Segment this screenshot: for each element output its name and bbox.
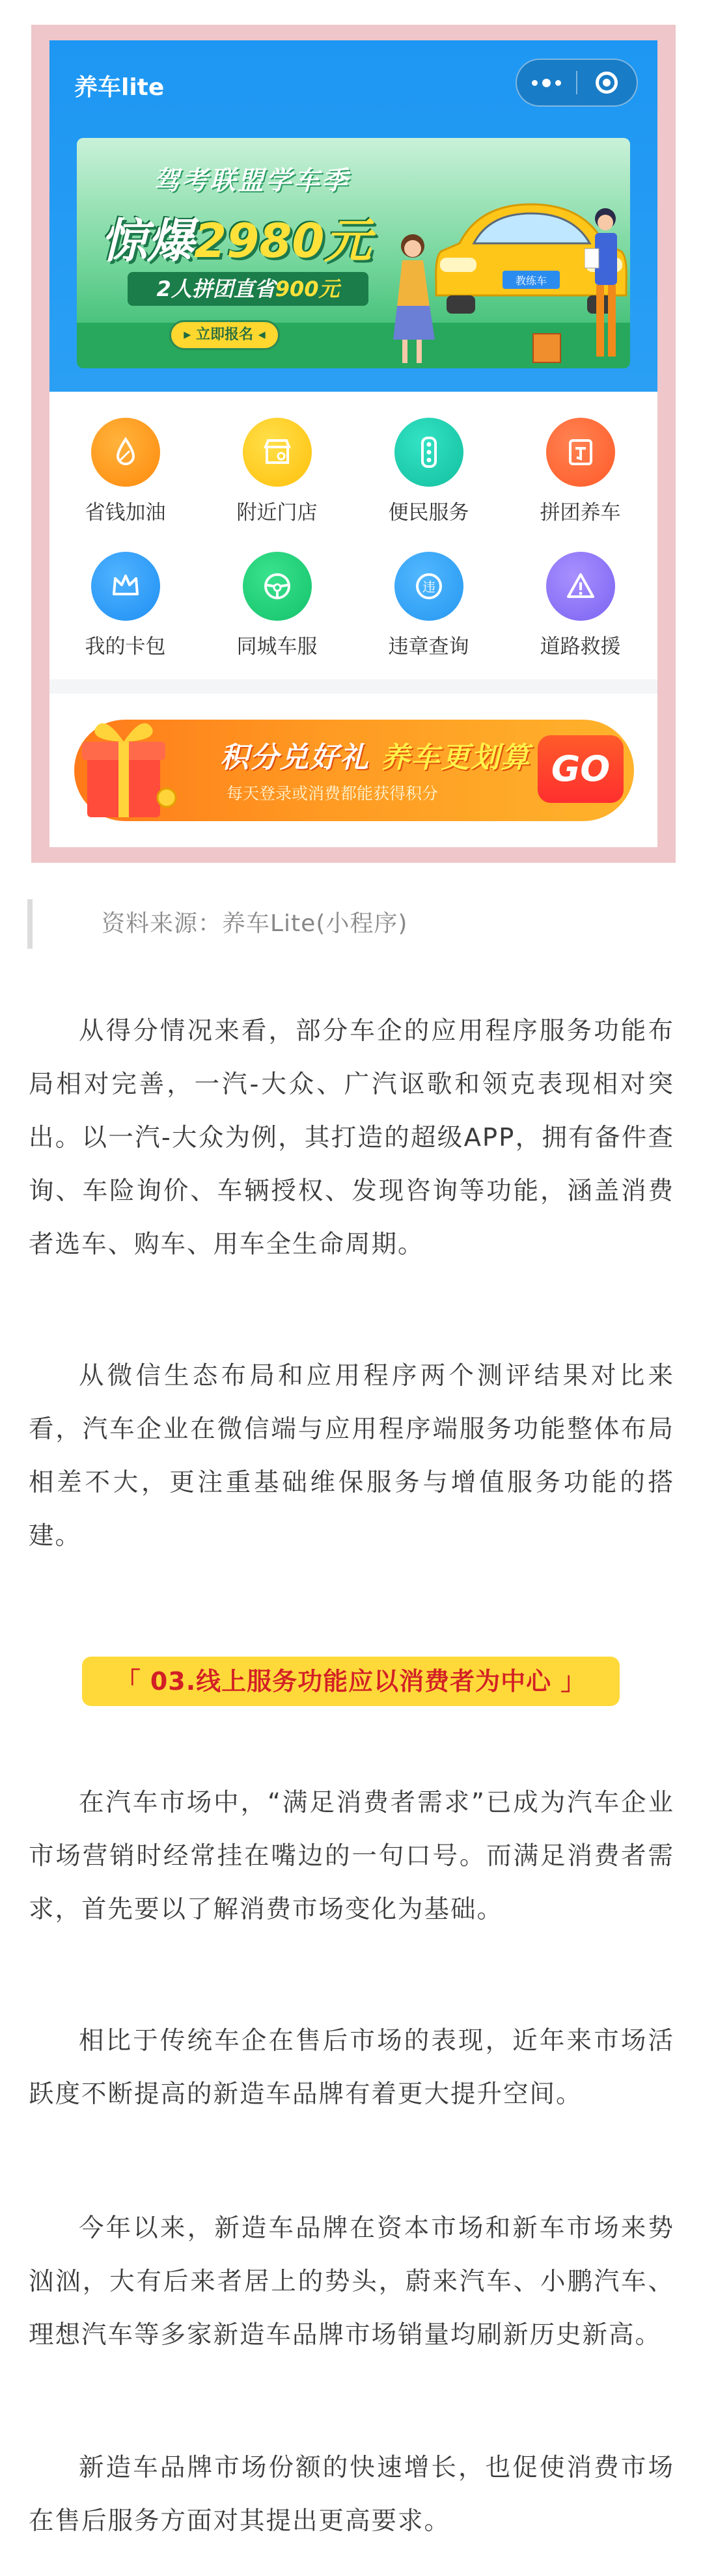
- banner-discount-prefix: 2人拼团直省: [156, 277, 275, 301]
- article-paragraph-1: 从得分情况来看，部分车企的应用程序服务功能布局相对完善，一汽-大众、广汽讴歌和领克表现相对突出。以一汽-大众为例，其打造的超级APP，拥有备件查询、车险询价、车辆授权、发现咨询等功能，涵盖消费者选车、购车、用车全生命周期。: [29, 1016, 674, 1259]
- points-promo-banner[interactable]: [74, 720, 634, 821]
- grid-item-road-rescue[interactable]: [504, 545, 656, 675]
- banner-discount-amount: 900元: [275, 277, 340, 301]
- article-paragraph-5: 今年以来，新造车品牌在资本市场和新车市场来势汹汹，大有后来者居上的势头，蔚来汽车、小鹏汽车、理想汽车等多家新造车品牌市场销量均刷新历史新高。: [29, 2214, 674, 2350]
- grid-item-label: 违章查询: [388, 635, 469, 658]
- grid-item-fuel[interactable]: [49, 411, 201, 541]
- banner-price-amount: 2980元: [194, 213, 372, 268]
- grid-item-label: 附近门店: [236, 501, 318, 524]
- banner-group-discount: [128, 272, 368, 306]
- mini-program-screen: [49, 40, 657, 847]
- grid-item-label: 同城车服: [236, 635, 318, 658]
- app-title: 养车lite: [74, 74, 165, 101]
- grid-item-group-maintenance[interactable]: [504, 411, 656, 541]
- article-paragraph-6: 新造车品牌市场份额的快速增长，也促使消费市场在售后服务方面对其提出更高要求。: [29, 2453, 674, 2536]
- grid-item-label: 省钱加油: [85, 501, 166, 524]
- signup-button-label: 立即报名: [195, 327, 253, 343]
- grid-item-card-wallet[interactable]: [49, 545, 201, 675]
- girl-illustration: [383, 229, 435, 366]
- group-icon: [546, 418, 615, 487]
- close-mini-program-button[interactable]: [577, 60, 637, 105]
- steering-wheel-icon: [243, 552, 312, 621]
- promo-title: [220, 734, 531, 776]
- points-promo-card: [49, 694, 657, 847]
- promo-title-a: 积分兑好礼: [220, 741, 370, 774]
- grid-item-violation-query[interactable]: [353, 545, 504, 675]
- more-options-button[interactable]: [517, 60, 576, 105]
- banner-headline: 驾考联盟学车季: [154, 166, 350, 196]
- source-caption: 资料来源：养车Lite(小程序): [27, 899, 407, 949]
- grid-item-label: 道路救援: [540, 635, 621, 658]
- section-heading: 「 03.线上服务功能应以消费者为中心 」: [82, 1657, 620, 1706]
- promo-subtitle: 每天登录或消费都能获得积分: [227, 784, 439, 803]
- capsule-menu: [516, 59, 638, 107]
- crown-icon: [91, 552, 160, 621]
- promo-title-b: 养车更划算: [381, 741, 531, 774]
- article-paragraph-2: 从微信生态布局和应用程序两个测评结果对比来看，汽车企业在微信端与应用程序端服务功能整体布局相差不大，更注重基础维保服务与增值服务功能的搭建。: [29, 1361, 674, 1551]
- grid-item-label: 便民服务: [388, 501, 469, 524]
- service-grid: [49, 392, 657, 679]
- signup-button[interactable]: ▸ 立即报名 ◂: [169, 320, 280, 350]
- close-circle-icon: [596, 72, 618, 94]
- traffic-light-icon: [394, 418, 463, 487]
- grid-item-nearby-store[interactable]: [201, 411, 353, 541]
- article-paragraph-3: 在汽车市场中，“满足消费者需求”已成为汽车企业市场营销时经常挂在嘴边的一句口号。而满足消费者需求，首先要以了解消费市场变化为基础。: [29, 1788, 674, 1924]
- store-icon: [243, 418, 312, 487]
- driving-school-banner[interactable]: [77, 138, 630, 368]
- grid-item-local-service[interactable]: [201, 545, 353, 675]
- grid-item-convenience[interactable]: [353, 411, 504, 541]
- coupon-sign-icon: [532, 333, 561, 363]
- grid-item-label: 拼团养车: [540, 501, 621, 524]
- screenshot-frame: [31, 25, 676, 863]
- warning-triangle-icon: [546, 552, 615, 621]
- gift-box-icon: [69, 700, 180, 828]
- violation-icon: [394, 552, 463, 621]
- svg-text:违: 违: [422, 579, 435, 595]
- article-paragraph-4: 相比于传统车企在售后市场的表现，近年来市场活跃度不断提高的新造车品牌有着更大提升空间。: [29, 2026, 674, 2109]
- grid-item-label: 我的卡包: [85, 635, 166, 658]
- banner-price: [100, 203, 371, 271]
- car-plate-text: 教练车: [515, 275, 547, 287]
- go-button[interactable]: GO: [538, 735, 624, 803]
- banner-price-prefix: 惊爆: [100, 213, 195, 268]
- boy-illustration: [585, 203, 624, 366]
- fuel-drop-icon: [91, 418, 160, 487]
